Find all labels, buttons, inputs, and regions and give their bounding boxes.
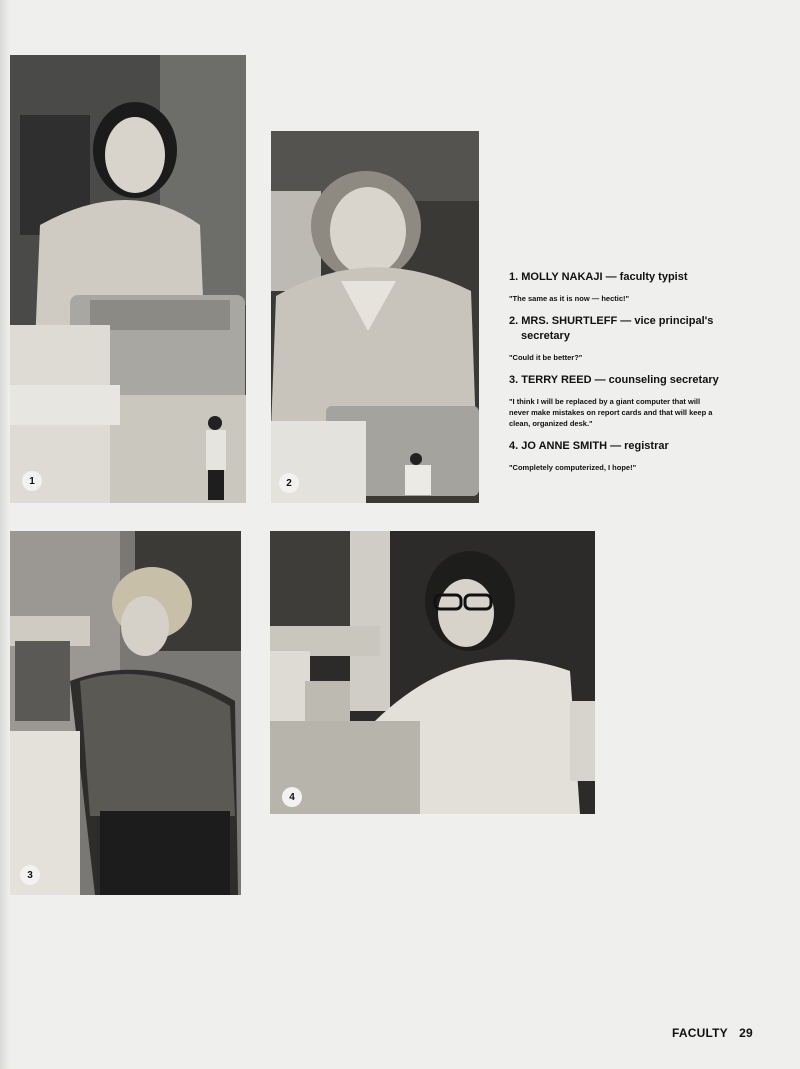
photo-number-badge: 1 <box>22 471 42 491</box>
caption-person-name: JO ANNE SMITH <box>521 440 608 452</box>
photo-number-badge: 4 <box>282 787 302 807</box>
photo-number-badge: 3 <box>20 865 40 885</box>
caption-quote-3: "I think I will be replaced by a giant computer that will never make mistakes on report cards and that will keep a clean, organized desk." <box>509 397 713 428</box>
page-number: 29 <box>739 1026 753 1040</box>
photo-molly-nakaji <box>10 55 246 503</box>
caption-role: — vice principal's <box>620 315 714 327</box>
photo-3-image <box>10 531 241 895</box>
caption-quote-1: "The same as it is now — hectic!" <box>509 294 630 303</box>
caption-role: — counseling secretary <box>594 374 719 386</box>
caption-name-3 <box>509 373 721 388</box>
photo-terry-reed <box>10 531 241 895</box>
photo-4-image <box>270 531 595 814</box>
caption-number: 2. <box>509 315 519 327</box>
caption-role-continued: secretary <box>521 330 570 342</box>
caption-role: — faculty typist <box>605 271 688 283</box>
caption-block <box>509 270 721 483</box>
caption-name-4 <box>509 439 721 454</box>
caption-person-name: MRS. SHURTLEFF <box>521 315 618 327</box>
photo-1-image <box>10 55 246 503</box>
photo-2-image <box>271 131 479 503</box>
caption-quote-2: "Could it be better?" <box>509 353 583 362</box>
caption-role: — registrar <box>610 440 669 452</box>
page-edge <box>0 0 10 1069</box>
caption-quote-4: "Completely computerized, I hope!" <box>509 463 637 472</box>
caption-name-1 <box>509 270 721 285</box>
caption-person-name: TERRY REED <box>521 374 592 386</box>
page-footer <box>672 1026 753 1040</box>
caption-name-2 <box>509 314 721 344</box>
caption-person-name: MOLLY NAKAJI <box>521 271 603 283</box>
caption-number: 3. <box>509 374 519 386</box>
caption-number: 1. <box>509 271 519 283</box>
caption-number: 4. <box>509 440 519 452</box>
photo-number-badge: 2 <box>279 473 299 493</box>
photo-mrs-shurtleff <box>271 131 479 503</box>
section-label: FACULTY <box>672 1026 728 1040</box>
photo-jo-anne-smith <box>270 531 595 814</box>
